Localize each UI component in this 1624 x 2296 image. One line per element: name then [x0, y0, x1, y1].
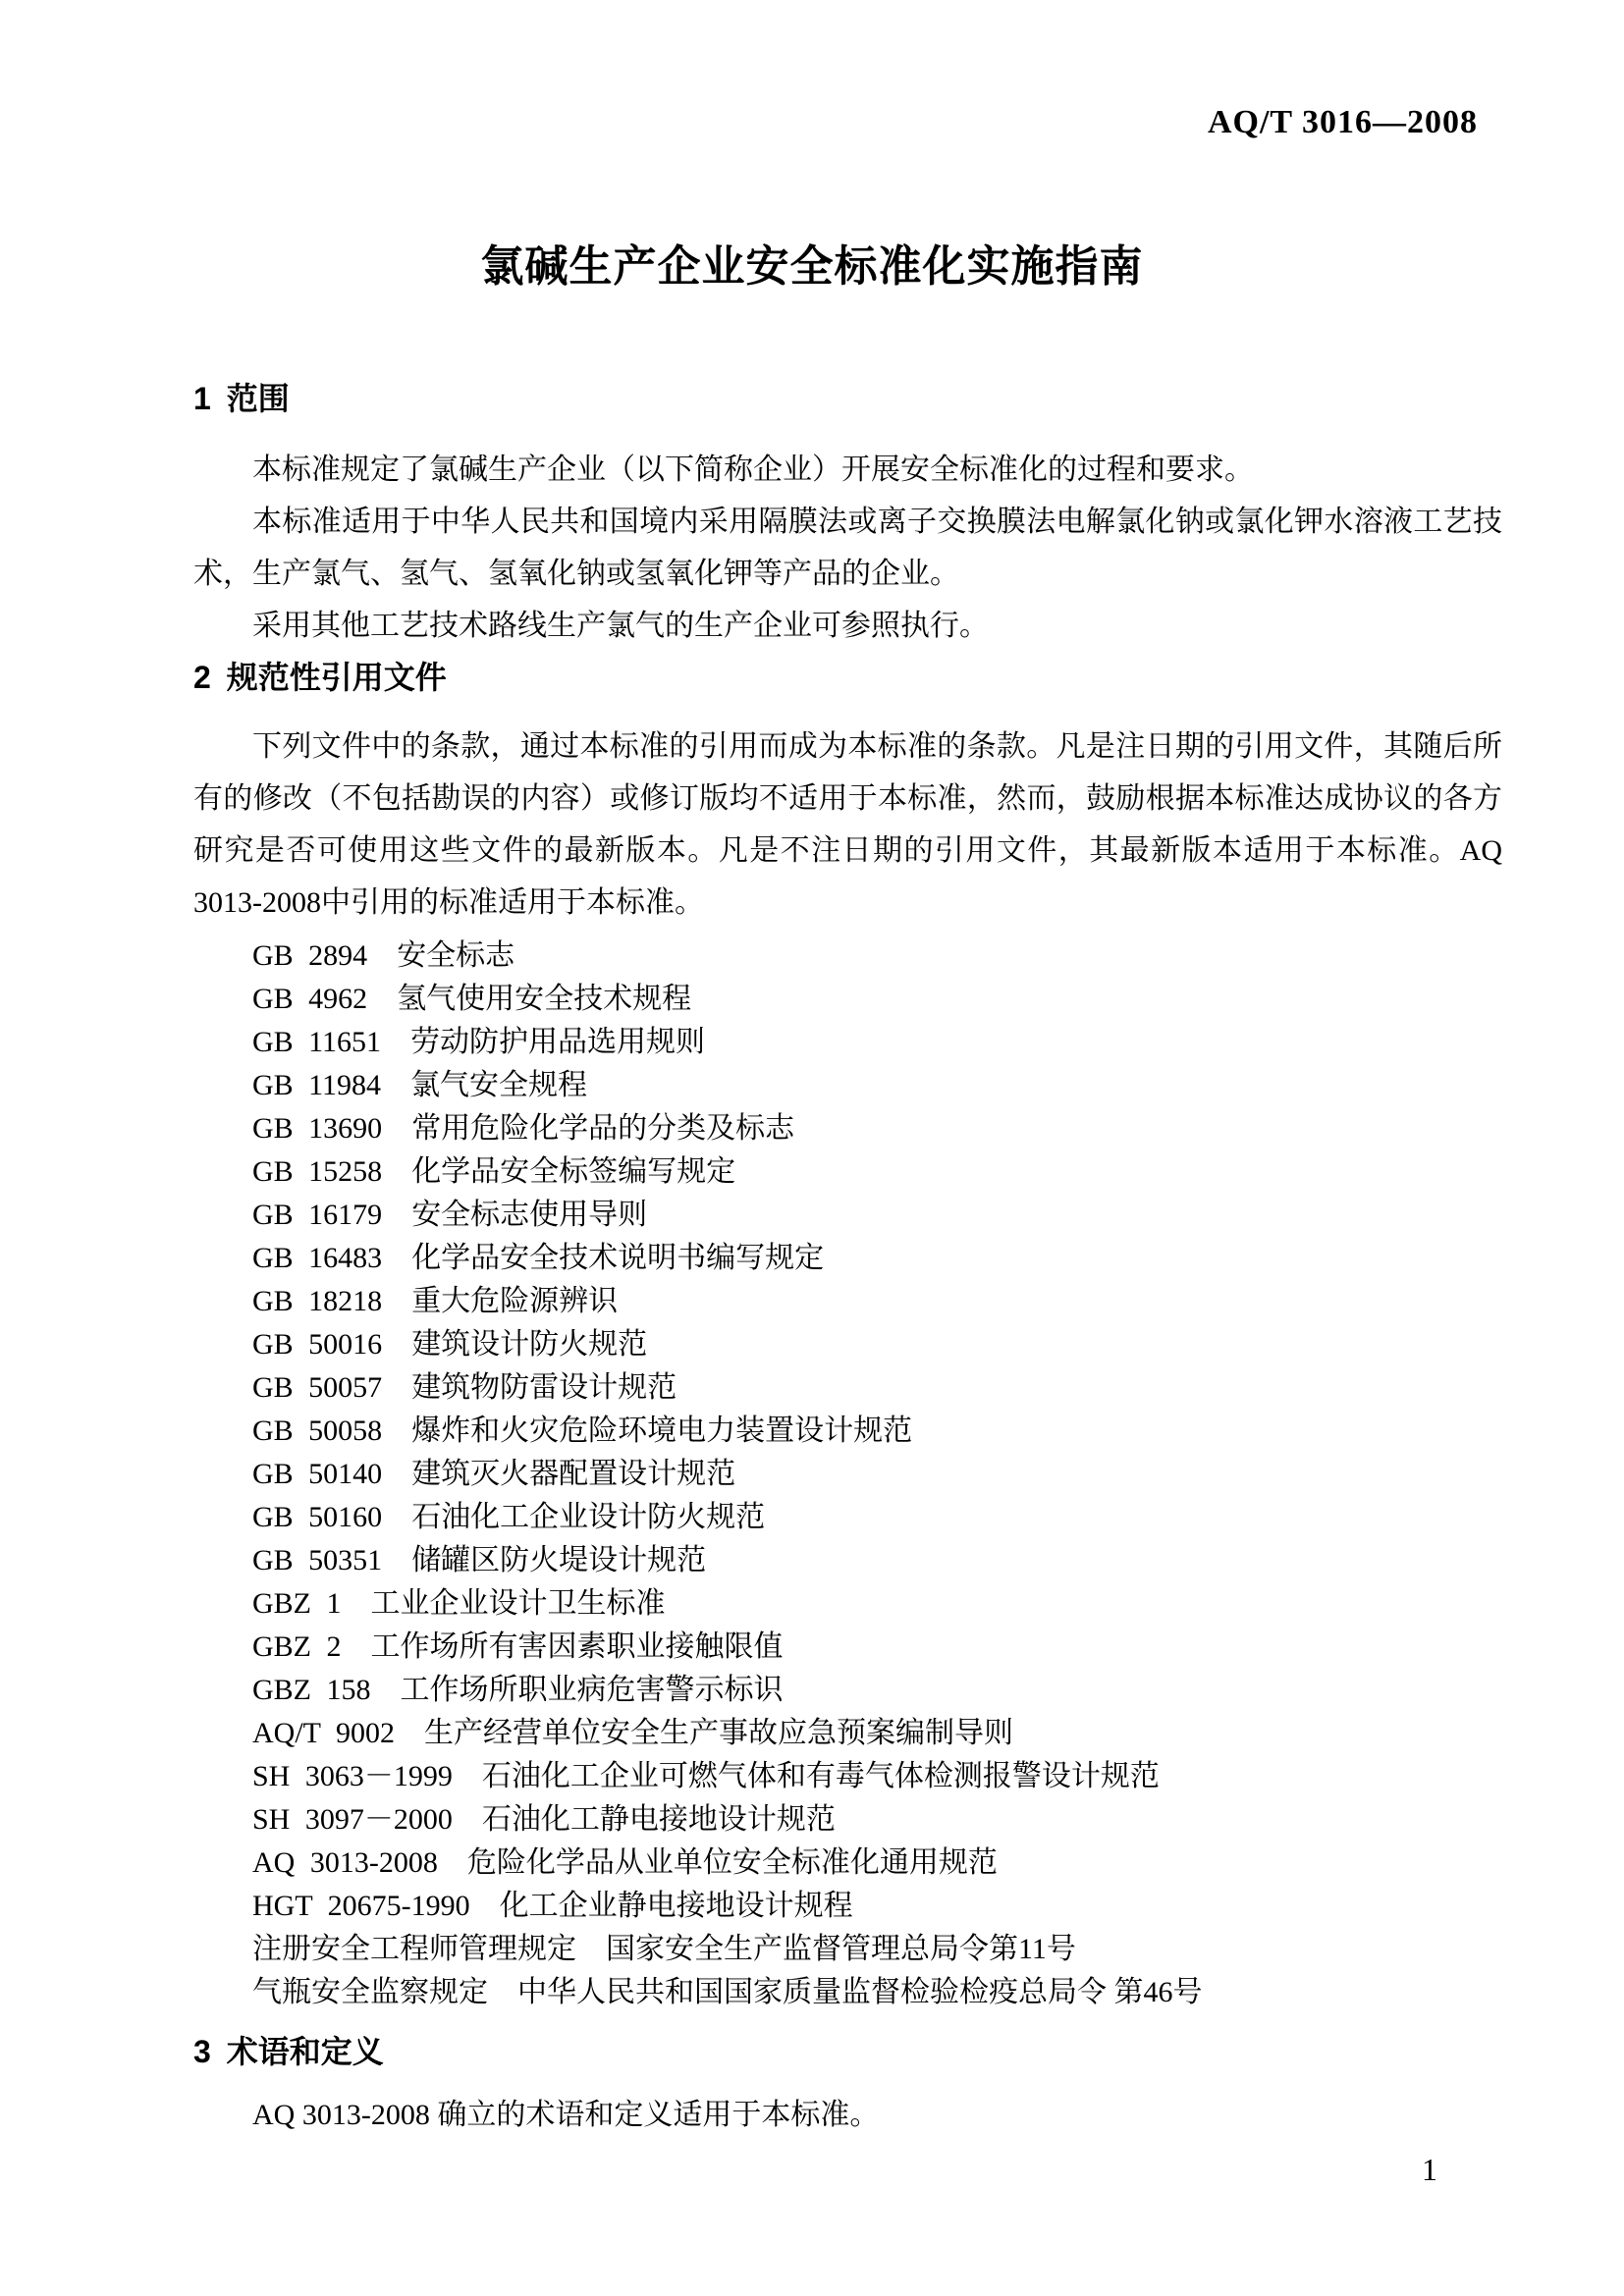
- document-title: 氯碱生产企业安全标准化实施指南: [480, 242, 1144, 291]
- reference-item: [252, 1280, 1502, 1323]
- reference-code: 注册安全工程师管理规定: [252, 1933, 576, 1965]
- section-label: 范围: [226, 381, 290, 416]
- reference-title: 工作场所有害因素职业接触限值: [370, 1630, 784, 1663]
- section-scope-body: [193, 444, 1502, 652]
- reference-title: 国家安全生产监督管理总局令第11号: [606, 1933, 1076, 1965]
- page-number: 1: [1422, 2152, 1437, 2187]
- section-label: 术语和定义: [226, 2034, 384, 2069]
- reference-code: HGT 20675-1990: [252, 1890, 470, 1922]
- reference-code: GB 16179: [252, 1199, 383, 1231]
- section-heading-references: [193, 656, 1502, 699]
- section-label: 规范性引用文件: [226, 660, 447, 695]
- reference-code: GB 50140: [252, 1458, 383, 1490]
- reference-item: [252, 1453, 1502, 1496]
- reference-title: 化学品安全技术说明书编写规定: [411, 1242, 825, 1274]
- reference-title: 氯气安全规程: [410, 1069, 588, 1101]
- section-heading-scope: [193, 377, 1502, 420]
- reference-item: [252, 1669, 1502, 1712]
- reference-code: GB 15258: [252, 1155, 383, 1188]
- reference-title: 石油化工企业设计防火规范: [411, 1501, 766, 1533]
- reference-code: GB 50016: [252, 1328, 383, 1361]
- reference-title: 危险化学品从业单位安全标准化通用规范: [466, 1846, 998, 1879]
- reference-code: GBZ 2: [252, 1630, 342, 1663]
- reference-code: GBZ 158: [252, 1674, 371, 1706]
- reference-code: GB 50058: [252, 1415, 383, 1447]
- reference-item: [252, 1496, 1502, 1539]
- references-intro-paragraph: 下列文件中的条款，通过本标准的引用而成为本标准的条款。凡是注日期的引用文件，其随后所有的修改（不包括勘误的内容）或修订版均不适用于本标准，然而，鼓励根据本标准达成协议的各方研究是否可使用这些文件的最新版本。凡是不注日期的引用文件，其最新版本适用于本标准。AQ 3013-2008中引用的标准适用于本标准。: [193, 730, 1502, 919]
- reference-code: GB 11984: [252, 1069, 382, 1101]
- reference-code: GB 50057: [252, 1371, 383, 1404]
- reference-title: 建筑物防雷设计规范: [411, 1371, 677, 1404]
- reference-item: [252, 1064, 1502, 1107]
- reference-title: 中华人民共和国国家质量监督检验检疫总局令 第46号: [517, 1976, 1203, 2008]
- document-code: AQ/T 3016—2008: [1207, 104, 1478, 140]
- reference-title: 安全标志: [397, 939, 515, 972]
- reference-item: [252, 1194, 1502, 1237]
- section-number: 2: [193, 660, 211, 695]
- reference-code: GB 16483: [252, 1242, 383, 1274]
- reference-title: 爆炸和火灾危险环境电力装置设计规范: [411, 1415, 913, 1447]
- reference-code: AQ 3013-2008: [252, 1846, 438, 1879]
- reference-code: GB 50160: [252, 1501, 383, 1533]
- reference-code: GB 4962: [252, 983, 368, 1015]
- reference-code: GB 50351: [252, 1544, 383, 1576]
- reference-code: GB 18218: [252, 1285, 383, 1317]
- reference-item: [252, 1842, 1502, 1885]
- reference-item: [252, 1237, 1502, 1280]
- section-number: 1: [193, 381, 211, 416]
- reference-title: 重大危险源辨识: [411, 1285, 619, 1317]
- reference-code: GBZ 1: [252, 1587, 342, 1620]
- reference-title: 工业企业设计卫生标准: [370, 1587, 666, 1620]
- reference-item: [252, 1539, 1502, 1582]
- reference-code: GB 11651: [252, 1026, 382, 1058]
- reference-item: [252, 1712, 1502, 1755]
- reference-code: AQ/T 9002: [252, 1717, 395, 1749]
- reference-item: [252, 978, 1502, 1021]
- reference-item: [252, 1798, 1502, 1842]
- reference-title: 建筑设计防火规范: [411, 1328, 648, 1361]
- reference-title: 石油化工企业可燃气体和有毒气体检测报警设计规范: [481, 1760, 1160, 1792]
- paragraph: 本标准适用于中华人民共和国境内采用隔膜法或离子交换膜法电解氯化钠或氯化钾水溶液工艺技术，生产氯气、氢气、氢氧化钠或氢氧化钾等产品的企业。: [193, 506, 1502, 590]
- reference-title: 劳动防护用品选用规则: [410, 1026, 706, 1058]
- reference-title: 建筑灭火器配置设计规范: [411, 1458, 736, 1490]
- reference-item: [252, 1626, 1502, 1669]
- reference-item: [252, 1582, 1502, 1626]
- reference-code: GB 13690: [252, 1112, 383, 1145]
- reference-item: [252, 1021, 1502, 1064]
- reference-title: 化学品安全标签编写规定: [411, 1155, 736, 1188]
- reference-title: 石油化工静电接地设计规范: [481, 1803, 836, 1836]
- reference-title: 氢气使用安全技术规程: [397, 983, 692, 1015]
- reference-item: [252, 1885, 1502, 1928]
- reference-item: [252, 1410, 1502, 1453]
- reference-item: [252, 1323, 1502, 1366]
- reference-item: [252, 1928, 1502, 1971]
- reference-title: 常用危险化学品的分类及标志: [411, 1112, 795, 1145]
- reference-item: [252, 1150, 1502, 1194]
- paragraph: 本标准规定了氯碱生产企业（以下简称企业）开展安全标准化的过程和要求。: [252, 454, 1254, 486]
- reference-item: [252, 934, 1502, 978]
- section-heading-terms: [193, 2030, 1502, 2073]
- reference-list: [193, 934, 1502, 2014]
- reference-item: [252, 1971, 1502, 2014]
- reference-title: 化工企业静电接地设计规程: [499, 1890, 853, 1922]
- reference-title: 储罐区防火堤设计规范: [411, 1544, 707, 1576]
- reference-title: 安全标志使用导则: [411, 1199, 648, 1231]
- reference-code: GB 2894: [252, 939, 368, 972]
- reference-code: 气瓶安全监察规定: [252, 1976, 488, 2008]
- reference-code: SH 3063－1999: [252, 1760, 453, 1792]
- reference-item: [252, 1366, 1502, 1410]
- reference-title: 工作场所职业病危害警示标识: [400, 1674, 784, 1706]
- paragraph: 采用其他工艺技术路线生产氯气的生产企业可参照执行。: [252, 610, 989, 642]
- section-number: 3: [193, 2034, 211, 2069]
- terms-paragraph: AQ 3013-2008 确立的术语和定义适用于本标准。: [252, 2099, 880, 2131]
- reference-title: 生产经营单位安全生产事故应急预案编制导则: [423, 1717, 1013, 1749]
- reference-item: [252, 1755, 1502, 1798]
- reference-code: SH 3097－2000: [252, 1803, 453, 1836]
- reference-item: [252, 1107, 1502, 1150]
